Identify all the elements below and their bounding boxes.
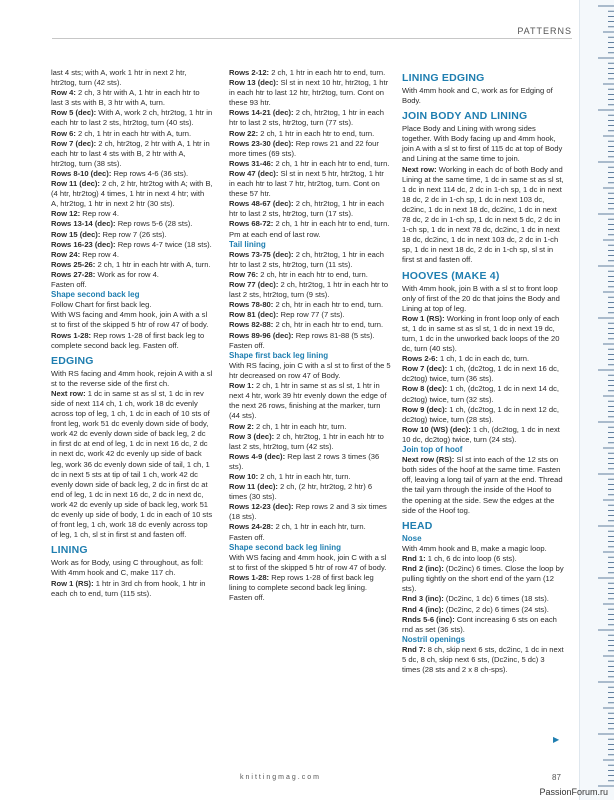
instruction-paragraph [402, 165, 564, 266]
instruction-paragraph [229, 432, 391, 452]
instruction-paragraph [402, 615, 564, 635]
instruction-paragraph [229, 310, 391, 320]
instruction-text: 2 ch, htr in each htr to end, turn. [273, 300, 384, 310]
instruction-text: Rep rows 1-28 of first back leg lining to complete second back leg lining. Fasten off. [229, 573, 374, 603]
instruction-text: 1 htr in 3rd ch from hook, 1 htr in each ch to end, turn (115 sts). [51, 578, 206, 598]
instruction-text: 2 ch, 3 htr with A, 1 htr in each htr to last 3 sts with B, 3 htr with A, turn. [51, 88, 200, 108]
instruction-text: Rep rows 2 and 3 six times (18 sts). [229, 502, 387, 522]
instruction-text: 1 ch, 1 dc in each dc, turn. [437, 354, 530, 364]
row-label: Rows 73-75 (dec): [229, 249, 294, 259]
row-label: Rows 24-28: [229, 522, 274, 532]
row-label: Row 2: [229, 421, 254, 431]
instruction-text: With WS facing and 4mm hook, join A with a sl st to first of the skipped 5 htr of row 47 of body. [51, 310, 209, 330]
instruction-paragraph [402, 544, 564, 554]
instruction-paragraph [229, 533, 391, 543]
section-heading: Nose [402, 533, 422, 543]
instruction-text: (Dc2inc, 2 dc) 6 times (24 sts). [443, 604, 549, 614]
instruction-text: Rep row 7 (26 sts). [100, 229, 167, 239]
row-label: Rnd 2 (inc): [402, 564, 444, 574]
row-label: Rows 82-88: [229, 320, 274, 330]
row-label: Rnd 4 (inc): [402, 604, 444, 614]
continue-arrow-icon: ▶ [553, 735, 560, 744]
row-label: Rows 25-26: [51, 259, 96, 269]
section-heading: Shape second back leg [51, 290, 140, 300]
instruction-paragraph [229, 361, 391, 381]
instruction-paragraph [229, 341, 391, 351]
row-label: Row 22: [229, 128, 259, 138]
instruction-paragraph [402, 124, 564, 164]
row-label: Row 13 (dec): [229, 78, 279, 88]
instruction-text: Rep rows 1-28 of first back leg to complete second back leg. Fasten off. [51, 330, 205, 350]
instruction-paragraph [51, 558, 213, 568]
instruction-text: Cont increasing 6 sts on each rnd as set (36 sts). [402, 614, 557, 634]
instruction-text: 1 ch, (dc2tog, 1 dc in next 16 dc, dc2tog) twice, turn (36 sts). [402, 364, 560, 384]
instruction-paragraph [402, 354, 564, 364]
instruction-paragraph [51, 389, 213, 540]
row-label: Rows 27-28: [51, 269, 96, 279]
row-label: Rnd 7: [402, 645, 426, 655]
row-label: Rows 1-28: [229, 573, 270, 583]
instruction-text: 2 ch, 1 htr in each htr to end, turn. [269, 68, 386, 77]
instruction-text: 2 ch, htr2tog, 1 htr in each htr to last 2 sts, htr2tog, turn (11 sts). [229, 249, 384, 269]
column-3 [402, 68, 564, 675]
instruction-paragraph [402, 86, 564, 106]
row-label: Next row (RS): [402, 455, 455, 465]
instruction-paragraph [51, 280, 213, 290]
section-heading: HEAD [402, 519, 433, 532]
instruction-text: 2 ch, htr2tog, 1 htr in each htr to last 2 sts, htr2tog, turn (17 sts). [229, 199, 384, 219]
header-rule [52, 38, 572, 39]
row-label: Row 9 (dec): [402, 404, 448, 414]
instruction-paragraph [229, 219, 391, 239]
instruction-text: 8 ch, skip next 6 sts, dc2inc, 1 dc in next 5 dc, 8 ch, skip next 6 sts, (Dc2inc, 5 dc) 3 times (28 sts and 2 x 8 ch-sps). [402, 645, 564, 675]
page-number: 87 [552, 773, 561, 782]
instruction-text: With 4mm hook and C, work as for Edging of Body. [402, 86, 553, 106]
instruction-text: 1 ch, (dc2tog, 1 dc in next 10 dc, dc2tog) twice, turn (24 sts). [402, 424, 560, 444]
instruction-paragraph [402, 425, 564, 445]
instruction-paragraph [51, 300, 213, 310]
instruction-text: Working in each dc of both Body and Lining at the same time, 1 dc in same st as sl st, 1 dc in next 114 dc, 2 dc in 1-ch sp, 1 dc in next 18 dc, 2 dc in 1-ch sp, 1 dc in next 103 dc, dc2inc, 1 dc in next 18 dc, dc2inc, 1 dc in next 78 dc, 2 dc in 1-ch sp, 1 dc in next 5 dc, 2 dc in 1-ch sp, 1 dc in next 78 dc, dc2inc, 1 dc in next 18 dc, dc2inc, 1 dc in next 103 dc, 2 dc in 1-ch sp, 1 dc in next 18 dc, 2 dc in 1-ch sp, sl st in first st and fasten off. [402, 164, 564, 265]
instruction-paragraph [402, 455, 564, 516]
instruction-paragraph [229, 553, 391, 573]
instruction-paragraph [51, 68, 213, 88]
instruction-text: With WS facing and 4mm hook, join C with a sl st to first of the skipped 5 htr of row 47 of body. [229, 552, 387, 572]
row-label: Row 10 (WS) (dec): [402, 424, 471, 434]
instruction-paragraph [229, 169, 391, 199]
instruction-paragraph [229, 108, 391, 128]
row-label: Row 1: [229, 381, 254, 391]
instruction-text: 2 ch, 1 htr in each htr to end, turn. [273, 158, 390, 168]
instruction-text: 2 ch, htr2tog, 1 htr in each htr to last 2 sts, htr2tog, turn (42 sts). [229, 431, 384, 451]
instruction-text: With RS facing and 4mm hook, rejoin A with a sl st to the reverse side of the first ch. [51, 368, 213, 388]
row-label: Row 5 (dec): [51, 108, 97, 118]
row-label: Rows 8-10 (dec): [51, 168, 112, 178]
instruction-text: 1 ch, (dc2tog, 1 dc in next 14 dc, dc2tog) twice, turn (32 sts). [402, 384, 560, 404]
row-label: Rows 78-80: [229, 300, 274, 310]
instruction-text: 2 ch, 1 htr in each htr with A, turn. [75, 128, 192, 138]
instruction-paragraph [229, 300, 391, 310]
instruction-paragraph [229, 199, 391, 219]
column-2 [229, 68, 391, 603]
row-label: Row 3 (dec): [229, 431, 275, 441]
instruction-text: 2 ch, htr2tog, 1 htr in each htr to last 2 sts, htr2tog, turn (9 sts). [229, 280, 389, 300]
instruction-text: Work as for Body, using C throughout, as foll: [51, 558, 204, 568]
row-label: Row 4: [51, 88, 76, 98]
section-heading: Nostril openings [402, 634, 466, 644]
row-label: Row 76: [229, 269, 259, 279]
instruction-paragraph [402, 594, 564, 604]
row-label: Row 1 (RS): [402, 313, 445, 323]
row-label: Rnd 3 (inc): [402, 594, 444, 604]
instruction-paragraph [51, 568, 213, 578]
row-label: Row 7 (dec): [51, 138, 97, 148]
section-heading: LINING [51, 544, 88, 557]
instruction-text: 2 ch, 2 htr, htr2tog with A; with B, (4 htr, htr2tog) 4 times, 1 htr in next 4 htr; with A, htr2tog, 1 htr in next 2 htr (30 sts). [51, 179, 213, 209]
instruction-text: Rep rows 4-6 (36 sts). [111, 168, 189, 178]
instruction-paragraph [51, 230, 213, 240]
ruler-strip [579, 0, 614, 800]
instruction-paragraph [229, 422, 391, 432]
instruction-paragraph [402, 564, 564, 594]
section-heading: Shape second back leg lining [229, 542, 342, 552]
instruction-text: Rep rows 4-7 twice (18 sts). [115, 239, 212, 249]
instruction-text: (Dc2inc, 1 dc) 6 times (18 sts). [443, 594, 549, 604]
instruction-paragraph [51, 260, 213, 270]
instruction-text: Sl st into each of the 12 sts on both sides of the hoof at the same time. Fasten off, leaving a long tail of yarn at the end. Thread the tail yarn through the inside of the Hoof to the opening at the side. Sew the edges at the side of the Hoof tog. [402, 455, 563, 515]
row-label: Next row: [51, 388, 86, 398]
instruction-paragraph [229, 139, 391, 159]
row-label: Rows 23-30 (dec): [229, 138, 294, 148]
instruction-paragraph [229, 381, 391, 421]
ruler-icon [580, 0, 614, 800]
watermark: PassionForum.ru [539, 787, 608, 797]
row-label: Next row: [402, 164, 437, 174]
row-label: Rows 12-23 (dec): [229, 502, 294, 512]
row-label: Row 77 (dec): [229, 280, 279, 290]
instruction-text: 2 ch, htr2tog, 2 htr with A, 1 htr in each htr to last 4 sts with B, 2 htr with A, htr2tog, turn (38 sts). [51, 138, 210, 168]
section-heading: Join top of hoof [402, 445, 463, 454]
instruction-paragraph [51, 179, 213, 209]
instruction-text: Rep rows 21 and 22 four more times (69 sts). [229, 138, 379, 158]
instruction-paragraph [229, 472, 391, 482]
instruction-paragraph [402, 314, 564, 354]
row-label: Row 47 (dec): [229, 168, 279, 178]
row-label: Row 11 (dec): [229, 482, 278, 492]
instruction-paragraph [51, 129, 213, 139]
row-label: Rows 48-67 (dec): [229, 199, 294, 209]
instruction-paragraph [402, 554, 564, 564]
row-label: Rnds 5-6 (inc): [402, 614, 455, 624]
column-1 [51, 68, 213, 599]
instruction-paragraph [229, 280, 391, 300]
instruction-text: Sl st in next 5 htr, htr2tog, 1 htr in each htr to last 7 htr, htr2tog, turn. Cont on these 57 htr. [229, 168, 384, 199]
row-label: Row 8 (dec): [402, 384, 448, 394]
row-label: Rnd 1: [402, 554, 426, 564]
instruction-text: 2 ch, 1 htr in each htr with A, turn. [95, 259, 211, 269]
footer-site: knittingmag.com [240, 774, 321, 781]
section-heading: EDGING [51, 354, 94, 367]
instruction-text: 2 ch, htr in each htr to end, turn. [273, 320, 384, 330]
instruction-paragraph [402, 384, 564, 404]
instruction-text: 2 ch, 1 htr in each htr to end, turn. [258, 128, 375, 138]
instruction-text: (Dc2inc) 6 times. Close the loop by pulling tightly on the short end of the yarn (12 sts). [402, 564, 564, 594]
instruction-text: 2 ch, htr in each htr to end, turn. [258, 269, 368, 279]
row-label: Row 12: [51, 209, 81, 219]
instruction-paragraph [51, 240, 213, 250]
row-label: Rows 89-96 (dec): [229, 330, 294, 340]
instruction-paragraph [229, 452, 391, 472]
section-heading: HOOVES (MAKE 4) [402, 269, 500, 282]
instruction-paragraph [229, 522, 391, 532]
section-heading: JOIN BODY AND LINING [402, 110, 528, 123]
row-label: Rows 68-72: [229, 219, 274, 229]
instruction-text: Rep rows 81-88 (5 sts). [293, 330, 375, 340]
instruction-paragraph [51, 270, 213, 280]
instruction-text: Rep row 4. [80, 209, 119, 219]
instruction-paragraph [402, 284, 564, 314]
instruction-text: Fasten off. [51, 279, 87, 289]
instruction-text: 1 ch, (dc2tog, 1 dc in next 12 dc, dc2tog) twice, turn (28 sts). [402, 404, 560, 424]
instruction-text: 2 ch, 1 htr in each htr, turn. [253, 421, 347, 431]
instruction-paragraph [229, 573, 391, 603]
instruction-paragraph [51, 169, 213, 179]
row-label: Rows 31-46: [229, 158, 274, 168]
instruction-paragraph [402, 605, 564, 615]
instruction-paragraph [51, 108, 213, 128]
instruction-paragraph [229, 502, 391, 522]
instruction-text: Rep last 2 rows 3 times (36 sts). [229, 451, 380, 471]
instruction-text: With A, work 2 ch, htr2tog, 1 htr in each htr to last 2 sts, htr2tog, turn (40 sts). [51, 108, 213, 128]
instruction-paragraph [402, 364, 564, 384]
instruction-paragraph [51, 88, 213, 108]
row-label: Rows 13-14 (dec): [51, 219, 116, 229]
instruction-paragraph [51, 579, 213, 599]
instruction-paragraph [229, 320, 391, 330]
section-heading: Tail lining [229, 239, 266, 249]
instruction-paragraph [229, 250, 391, 270]
instruction-text: 1 ch, 6 dc into loop (6 sts). [425, 554, 517, 564]
row-label: Rows 16-23 (dec): [51, 239, 116, 249]
row-label: Row 15 (dec): [51, 229, 101, 239]
row-label: Row 7 (dec): [402, 364, 448, 374]
section-tag: PATTERNS [517, 26, 572, 36]
instruction-text: 2 ch, 1 htr in same st as sl st, 1 htr in next 4 htr, work 39 htr evenly down the edge of the next 26 rows, finishing at the marker, turn (44 sts). [229, 381, 387, 421]
instruction-text: With 4mm hook and C, make 117 ch. [51, 568, 176, 578]
instruction-paragraph [402, 405, 564, 425]
instruction-text: Rep row 77 (7 sts). [278, 310, 345, 320]
row-label: Rows 2-6: [402, 354, 438, 364]
instruction-paragraph [229, 331, 391, 341]
instruction-text: With 4mm hook and B, make a magic loop. [402, 543, 547, 553]
instruction-paragraph [229, 482, 391, 502]
instruction-text: 2 ch, 1 htr in each htr, turn. [258, 471, 351, 481]
instruction-paragraph [51, 310, 213, 330]
instruction-text: Fasten off. [229, 532, 265, 542]
instruction-paragraph [229, 68, 391, 78]
row-label: Rows 4-9 (dec): [229, 451, 286, 461]
row-label: Rows 2-12: [229, 68, 270, 77]
instruction-text: 2 ch, 1 htr in each htr, turn. [273, 522, 366, 532]
row-label: Row 1 (RS): [51, 578, 94, 588]
instruction-text: Fasten off. [229, 340, 265, 350]
instruction-paragraph [51, 250, 213, 260]
instruction-text: Rep rows 5-6 (28 sts). [115, 219, 193, 229]
instruction-text: Work as for row 4. [95, 269, 159, 279]
row-label: Rows 14-21 (dec): [229, 108, 294, 118]
instruction-text: 2 ch, 1 htr in each htr to end, turn. Pm at each end of last row. [229, 219, 390, 239]
instruction-text: 2 ch, (2 htr, htr2tog, 2 htr) 6 times (30 sts). [229, 482, 373, 502]
row-label: Rows 1-28: [51, 330, 92, 340]
row-label: Row 10: [229, 471, 259, 481]
instruction-text: 2 ch, htr2tog, 1 htr in each htr to last 2 sts, htr2tog, turn (77 sts). [229, 108, 384, 128]
instruction-text: Sl st in next 10 htr, htr2tog, 1 htr in each htr to last 12 htr, htr2tog, turn. Cont on these 93 htr. [229, 78, 389, 108]
instruction-paragraph [229, 129, 391, 139]
row-label: Row 81 (dec): [229, 310, 279, 320]
instruction-paragraph [51, 219, 213, 229]
instruction-text: Rep row 4. [80, 249, 119, 259]
instruction-text: Follow Chart for first back leg. [51, 300, 152, 310]
instruction-paragraph [229, 159, 391, 169]
instruction-paragraph [51, 331, 213, 351]
instruction-paragraph [51, 139, 213, 169]
section-heading: LINING EDGING [402, 72, 485, 84]
row-label: Row 6: [51, 128, 76, 138]
instruction-text: With RS facing, join C with a sl st to first of the 5 htr decreased on row 47 of Body. [229, 360, 391, 381]
instruction-paragraph [51, 209, 213, 219]
row-label: Row 24: [51, 249, 81, 259]
section-heading: Shape first back leg lining [229, 350, 329, 360]
instruction-paragraph [51, 369, 213, 389]
instruction-paragraph [229, 270, 391, 280]
row-label: Row 11 (dec): [51, 179, 100, 189]
instruction-text: Place Body and Lining with wrong sides together. With Body facing up and 4mm hook, join A with a sl st to first of 115 dc at top of Body and Lining at the same time to join. [402, 124, 563, 164]
instruction-paragraph [229, 78, 391, 108]
instruction-text: Working in front loop only of each st, 1 dc in same st as sl st, 1 dc in next 19 dc, turn, 1 dc in the unworked back loops of the 20 dc, turn (40 sts). [402, 313, 560, 354]
instruction-paragraph [402, 645, 564, 675]
instruction-text: 1 dc in same st as sl st, 1 dc in rev side of next 114 ch, 1 ch, work 18 dc evenly across top of leg, 1 ch, 1 dc in each of 10 sts of front leg, work 51 dc evenly down side of body, work 42 dc evenly down side of back leg, 2 dc in first dc at end of leg, 1 dc in next 16 dc, 2 dc in next dc, work 42 dc evenly up side of back leg, work 36 dc evenly down side of tail, 1 ch, 1 dc in next 5 sts at tip of tail 1 ch, work 42 dc evenly down side of back leg, 2 dc in first dc at end of leg, 1 dc in next 16 dc, 2 dc in next dc, work 42 dc evenly up side of back leg, work 51 dc evenly up side of body, 1 dc in each of 10 sts of front leg, 1 ch, work 18 dc evenly across top of leg, 1 ch, sl st in first st and fasten off. [51, 388, 213, 540]
instruction-text: With 4mm hook, join B with a sl st to front loop only of first of the 20 dc that joins the Body and Lining at top of leg. [402, 283, 560, 313]
instruction-text: last 4 sts; with A, work 1 htr in next 2 htr, htr2tog, turn (42 sts). [51, 68, 187, 88]
